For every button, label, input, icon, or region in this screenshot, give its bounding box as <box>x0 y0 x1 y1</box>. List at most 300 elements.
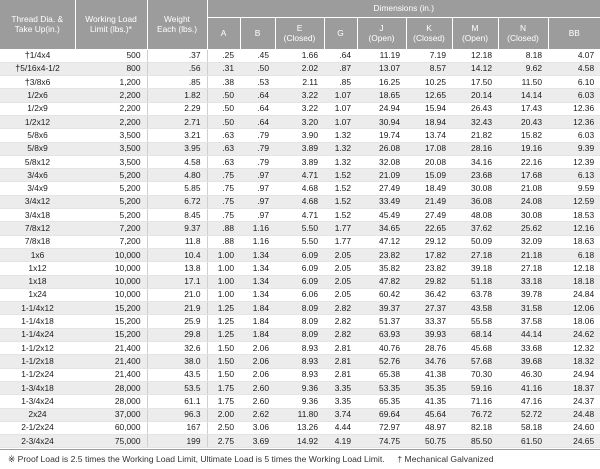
thread-size-cell <box>0 435 75 448</box>
dim-header-j <box>357 17 406 49</box>
dimensions-header: Dimensions (in.) <box>207 0 600 17</box>
dim-cell-j: 18.65 <box>357 89 406 102</box>
thread-size-text: 3/8x6 <box>29 76 51 87</box>
dim-cell-bb: 24.84 <box>548 288 600 301</box>
dim-cell-k: 33.37 <box>406 315 452 328</box>
dim-cell-j: 16.25 <box>357 76 406 89</box>
dim-header-m <box>452 17 498 49</box>
footnote <box>0 449 600 469</box>
dim-cell-a: 2.50 <box>207 421 240 434</box>
dim-letter: K <box>426 23 432 33</box>
dim-cell-e: 8.93 <box>275 342 324 355</box>
thread-size-cell <box>0 288 75 301</box>
dim-cell-g: 4.19 <box>324 435 357 448</box>
table-row <box>0 169 600 182</box>
dim-header-bb <box>548 17 600 49</box>
dim-cell-m: 27.18 <box>452 248 498 261</box>
weight-cell: 17.1 <box>147 275 207 288</box>
dim-cell-m: 45.68 <box>452 342 498 355</box>
dim-cell-bb: 24.62 <box>548 328 600 341</box>
dim-cell-k: 15.09 <box>406 169 452 182</box>
dim-cell-a: 1.00 <box>207 275 240 288</box>
weight-cell: 167 <box>147 421 207 434</box>
thread-size-cell <box>0 129 75 142</box>
thread-size-text: 1-1/2x24 <box>21 369 54 380</box>
weight-cell: 25.9 <box>147 315 207 328</box>
dim-cell-g: 3.74 <box>324 408 357 421</box>
dim-cell-e: 8.09 <box>275 302 324 315</box>
dim-cell-j: 23.82 <box>357 248 406 261</box>
galvanized-dagger-icon: † <box>15 63 21 74</box>
wll-cell: 10,000 <box>75 248 147 261</box>
dim-cell-a: .63 <box>207 129 240 142</box>
dim-cell-a: .75 <box>207 195 240 208</box>
dim-cell-bb: 6.18 <box>548 248 600 261</box>
thread-size-cell <box>0 76 75 89</box>
dim-cell-bb: 24.37 <box>548 395 600 408</box>
dim-cell-m: 14.12 <box>452 62 498 75</box>
dim-cell-g: 2.05 <box>324 275 357 288</box>
dim-cell-j: 51.37 <box>357 315 406 328</box>
table-row <box>0 315 600 328</box>
dim-cell-e: 6.09 <box>275 275 324 288</box>
dim-cell-g: 2.05 <box>324 262 357 275</box>
thread-size-text: 3/4x18 <box>24 209 51 220</box>
dim-cell-n: 9.62 <box>498 62 548 75</box>
dim-cell-b: 1.84 <box>240 302 275 315</box>
thread-size-text: 1-3/4x24 <box>21 395 54 406</box>
dim-cell-k: 17.82 <box>406 248 452 261</box>
thread-size-text: 1-1/2x18 <box>21 355 54 366</box>
dim-cell-k: 17.08 <box>406 142 452 155</box>
table-row <box>0 49 600 62</box>
thread-size-text: 2-1/2x24 <box>21 422 54 433</box>
weight-header: Weight Each (lbs.) <box>147 0 207 49</box>
thread-size-cell <box>0 209 75 222</box>
dim-cell-a: 1.00 <box>207 262 240 275</box>
wll-cell: 2,200 <box>75 102 147 115</box>
dim-cell-a: .50 <box>207 102 240 115</box>
dim-cell-m: 21.82 <box>452 129 498 142</box>
dim-cell-bb: 12.36 <box>548 115 600 128</box>
dim-cell-b: 1.34 <box>240 275 275 288</box>
dim-cell-bb: 18.18 <box>548 275 600 288</box>
dim-cell-g: 1.77 <box>324 235 357 248</box>
table-row <box>0 235 600 248</box>
weight-cell: 5.85 <box>147 182 207 195</box>
table-row <box>0 89 600 102</box>
dim-cell-g: 3.35 <box>324 381 357 394</box>
dim-cell-a: .75 <box>207 169 240 182</box>
dim-cell-k: 8.57 <box>406 62 452 75</box>
dim-cell-a: .88 <box>207 222 240 235</box>
dim-cell-e: 13.26 <box>275 421 324 434</box>
dim-cell-e: 9.36 <box>275 381 324 394</box>
dim-cell-a: 1.25 <box>207 315 240 328</box>
dim-cell-b: 2.06 <box>240 368 275 381</box>
dim-cell-a: 1.50 <box>207 368 240 381</box>
dim-cell-j: 47.12 <box>357 235 406 248</box>
dim-cell-b: 1.84 <box>240 328 275 341</box>
dim-cell-n: 17.68 <box>498 169 548 182</box>
thread-size-text: 1-1/4x18 <box>21 316 54 327</box>
wll-cell: 15,200 <box>75 315 147 328</box>
dim-cell-g: 3.35 <box>324 395 357 408</box>
dim-cell-a: .75 <box>207 209 240 222</box>
dim-cell-m: 28.16 <box>452 142 498 155</box>
thread-size-text: 1x12 <box>28 262 47 273</box>
dim-cell-k: 18.49 <box>406 182 452 195</box>
wll-cell: 21,400 <box>75 342 147 355</box>
dim-cell-j: 19.74 <box>357 129 406 142</box>
table-row <box>0 155 600 168</box>
dim-cell-m: 26.43 <box>452 102 498 115</box>
dim-cell-n: 30.08 <box>498 209 548 222</box>
thread-size-cell <box>0 275 75 288</box>
dim-cell-j: 30.94 <box>357 115 406 128</box>
weight-cell: 53.5 <box>147 381 207 394</box>
dim-cell-bb: 6.03 <box>548 89 600 102</box>
dim-cell-m: 30.08 <box>452 182 498 195</box>
dim-cell-m: 55.58 <box>452 315 498 328</box>
dim-cell-b: .97 <box>240 182 275 195</box>
wll-cell: 2,200 <box>75 89 147 102</box>
weight-cell: .37 <box>147 49 207 62</box>
thread-size-text: 5/8x12 <box>24 156 51 167</box>
dim-cell-a: 1.00 <box>207 288 240 301</box>
dim-cell-n: 27.18 <box>498 262 548 275</box>
thread-size-cell <box>0 342 75 355</box>
dim-header-e <box>275 17 324 49</box>
dim-cell-bb: 12.16 <box>548 222 600 235</box>
table-row <box>0 115 600 128</box>
wll-cell: 60,000 <box>75 421 147 434</box>
dim-cell-b: 2.06 <box>240 342 275 355</box>
dim-cell-k: 45.64 <box>406 408 452 421</box>
dim-qualifier: (Closed) <box>413 33 445 43</box>
dim-cell-bb: 24.48 <box>548 408 600 421</box>
dim-cell-e: 5.50 <box>275 235 324 248</box>
dim-cell-e: 6.09 <box>275 262 324 275</box>
dim-cell-bb: 18.37 <box>548 381 600 394</box>
thread-size-text: 7/8x12 <box>24 223 51 233</box>
dim-cell-a: 1.75 <box>207 381 240 394</box>
dim-cell-n: 14.14 <box>498 89 548 102</box>
thread-size-text: 1x24 <box>28 289 47 300</box>
thread-size-text: 5/8x6 <box>27 129 48 140</box>
wll-cell: 75,000 <box>75 435 147 448</box>
dim-cell-bb: 24.65 <box>548 435 600 448</box>
dim-cell-g: 2.81 <box>324 368 357 381</box>
thread-size-text: 1x18 <box>28 276 47 287</box>
dim-cell-n: 58.18 <box>498 421 548 434</box>
table-row <box>0 381 600 394</box>
dim-cell-m: 17.50 <box>452 76 498 89</box>
thread-size-cell <box>0 89 75 102</box>
dim-cell-e: 3.89 <box>275 155 324 168</box>
thread-size-cell <box>0 222 75 235</box>
dim-cell-b: 3.69 <box>240 435 275 448</box>
dim-cell-e: 4.71 <box>275 209 324 222</box>
dim-cell-e: 6.06 <box>275 288 324 301</box>
dim-header-a <box>207 17 240 49</box>
dim-cell-e: 4.68 <box>275 195 324 208</box>
thread-size-cell <box>0 62 75 75</box>
weight-cell: .56 <box>147 62 207 75</box>
dim-cell-j: 65.38 <box>357 368 406 381</box>
dim-cell-n: 17.43 <box>498 102 548 115</box>
dim-cell-k: 35.35 <box>406 381 452 394</box>
dim-cell-m: 76.72 <box>452 408 498 421</box>
wll-cell: 5,200 <box>75 195 147 208</box>
dim-cell-g: 2.81 <box>324 342 357 355</box>
dim-letter: BB <box>568 28 580 38</box>
dim-cell-g: 2.05 <box>324 288 357 301</box>
weight-cell: 2.71 <box>147 115 207 128</box>
dim-qualifier: (Open) <box>461 33 489 43</box>
dim-cell-a: .31 <box>207 62 240 75</box>
dim-cell-g: 4.44 <box>324 421 357 434</box>
dim-letter: M <box>471 23 479 33</box>
dim-cell-n: 25.62 <box>498 222 548 235</box>
dim-cell-a: .75 <box>207 182 240 195</box>
dim-cell-m: 50.09 <box>452 235 498 248</box>
wll-cell: 15,200 <box>75 328 147 341</box>
dim-cell-m: 34.16 <box>452 155 498 168</box>
dim-cell-k: 29.12 <box>406 235 452 248</box>
weight-cell: 2.29 <box>147 102 207 115</box>
dim-cell-bb: 12.06 <box>548 302 600 315</box>
dim-cell-b: 2.60 <box>240 395 275 408</box>
dim-qualifier: (Open) <box>368 33 395 43</box>
dim-cell-b: .45 <box>240 49 275 62</box>
dim-cell-j: 11.19 <box>357 49 406 62</box>
dim-cell-m: 59.16 <box>452 381 498 394</box>
thread-size-cell <box>0 381 75 394</box>
thread-size-cell <box>0 195 75 208</box>
thread-size-text: 3/4x12 <box>24 196 51 207</box>
dim-cell-e: 5.50 <box>275 222 324 235</box>
wll-cell: 28,000 <box>75 381 147 394</box>
dim-cell-g: .85 <box>324 76 357 89</box>
dim-cell-b: .50 <box>240 62 275 75</box>
dim-cell-a: .50 <box>207 115 240 128</box>
table-row <box>0 76 600 89</box>
thread-size-cell <box>0 49 75 62</box>
dim-cell-n: 33.18 <box>498 275 548 288</box>
dim-cell-j: 63.93 <box>357 328 406 341</box>
dim-cell-e: 4.71 <box>275 169 324 182</box>
dim-cell-k: 21.49 <box>406 195 452 208</box>
dim-cell-a: .38 <box>207 76 240 89</box>
dim-letter: B <box>254 28 261 38</box>
table-row <box>0 222 600 235</box>
dim-cell-g: 1.77 <box>324 222 357 235</box>
dim-cell-n: 21.08 <box>498 182 548 195</box>
thread-size-text: 1/2x12 <box>24 116 51 127</box>
dim-cell-bb: 18.63 <box>548 235 600 248</box>
wll-cell: 15,200 <box>75 302 147 315</box>
dim-letter: A <box>220 28 227 38</box>
table-row <box>0 195 600 208</box>
dim-cell-a: 2.75 <box>207 435 240 448</box>
dim-cell-n: 39.68 <box>498 355 548 368</box>
dim-cell-a: 1.25 <box>207 328 240 341</box>
dim-cell-j: 34.65 <box>357 222 406 235</box>
galvanized-note: † Mechanical Galvanized <box>397 454 494 464</box>
dim-header-b <box>240 17 275 49</box>
dim-cell-m: 48.08 <box>452 209 498 222</box>
dim-letter: N <box>519 23 527 33</box>
dim-cell-k: 36.42 <box>406 288 452 301</box>
weight-cell: 6.72 <box>147 195 207 208</box>
thread-size-cell <box>0 315 75 328</box>
dim-cell-bb: 4.58 <box>548 62 600 75</box>
weight-cell: 21.0 <box>147 288 207 301</box>
dim-cell-bb: 24.60 <box>548 421 600 434</box>
dim-cell-m: 85.50 <box>452 435 498 448</box>
weight-cell: 10.4 <box>147 248 207 261</box>
dim-cell-b: 1.84 <box>240 315 275 328</box>
dim-cell-b: 2.06 <box>240 355 275 368</box>
dim-cell-b: .97 <box>240 195 275 208</box>
thread-size-cell <box>0 182 75 195</box>
table-row <box>0 368 600 381</box>
thread-size-text: 1/4x4 <box>29 50 51 61</box>
dim-cell-j: 35.82 <box>357 262 406 275</box>
dim-cell-b: 1.34 <box>240 288 275 301</box>
dim-cell-n: 22.16 <box>498 155 548 168</box>
table-row <box>0 408 600 421</box>
dim-cell-b: 3.06 <box>240 421 275 434</box>
dim-cell-e: 3.90 <box>275 129 324 142</box>
dim-cell-e: 2.11 <box>275 76 324 89</box>
dim-cell-j: 52.76 <box>357 355 406 368</box>
dim-cell-j: 39.37 <box>357 302 406 315</box>
dim-cell-e: 3.22 <box>275 102 324 115</box>
wll-cell: 37,000 <box>75 408 147 421</box>
dim-cell-k: 28.76 <box>406 342 452 355</box>
dim-cell-k: 15.94 <box>406 102 452 115</box>
weight-cell: 21.9 <box>147 302 207 315</box>
dim-cell-j: 33.49 <box>357 195 406 208</box>
weight-cell: 13.8 <box>147 262 207 275</box>
dim-cell-n: 39.78 <box>498 288 548 301</box>
dim-cell-n: 19.16 <box>498 142 548 155</box>
wll-cell: 7,200 <box>75 222 147 235</box>
wll-cell: 800 <box>75 62 147 75</box>
table-row <box>0 209 600 222</box>
dim-cell-a: 2.00 <box>207 408 240 421</box>
wll-cell: 10,000 <box>75 288 147 301</box>
weight-cell: 3.95 <box>147 142 207 155</box>
dim-cell-bb: 12.18 <box>548 262 600 275</box>
dim-cell-a: 1.00 <box>207 248 240 261</box>
dim-cell-m: 68.14 <box>452 328 498 341</box>
weight-cell: 4.58 <box>147 155 207 168</box>
dim-cell-j: 24.94 <box>357 102 406 115</box>
dim-cell-m: 71.16 <box>452 395 498 408</box>
dim-cell-e: 2.02 <box>275 62 324 75</box>
thread-size-cell <box>0 155 75 168</box>
dim-cell-e: 3.22 <box>275 89 324 102</box>
dim-cell-e: 6.09 <box>275 248 324 261</box>
thread-size-text: 5/16x4-1/2 <box>20 63 60 74</box>
dim-header-n <box>498 17 548 49</box>
dim-cell-n: 41.16 <box>498 381 548 394</box>
weight-cell: 38.0 <box>147 355 207 368</box>
dim-cell-g: 2.82 <box>324 328 357 341</box>
wll-cell: 3,500 <box>75 142 147 155</box>
dim-cell-m: 63.78 <box>452 288 498 301</box>
table-row <box>0 182 600 195</box>
weight-cell: 4.80 <box>147 169 207 182</box>
table-row <box>0 342 600 355</box>
dim-cell-bb: 9.39 <box>548 142 600 155</box>
dim-cell-m: 36.08 <box>452 195 498 208</box>
dim-cell-g: 2.81 <box>324 355 357 368</box>
dim-cell-n: 24.08 <box>498 195 548 208</box>
dim-cell-b: 1.34 <box>240 262 275 275</box>
dim-cell-e: 3.20 <box>275 115 324 128</box>
thread-size-cell <box>0 262 75 275</box>
dim-cell-n: 11.50 <box>498 76 548 89</box>
dim-cell-j: 69.64 <box>357 408 406 421</box>
thread-size-cell <box>0 142 75 155</box>
dim-cell-a: .63 <box>207 155 240 168</box>
dim-letter: J <box>379 23 384 33</box>
thread-size-text: 3/4x9 <box>27 183 48 194</box>
dim-cell-g: 1.52 <box>324 182 357 195</box>
dim-letter: E <box>296 23 303 33</box>
dim-cell-g: 1.07 <box>324 102 357 115</box>
dim-cell-g: 1.32 <box>324 129 357 142</box>
dim-cell-m: 57.68 <box>452 355 498 368</box>
dim-cell-b: .64 <box>240 115 275 128</box>
dim-cell-g: 1.52 <box>324 209 357 222</box>
dim-cell-k: 7.19 <box>406 49 452 62</box>
weight-cell: 11.8 <box>147 235 207 248</box>
thread-size-cell <box>0 355 75 368</box>
thread-size-cell <box>0 102 75 115</box>
dim-cell-bb: 6.13 <box>548 169 600 182</box>
weight-cell: 29.8 <box>147 328 207 341</box>
dim-cell-a: .88 <box>207 235 240 248</box>
dim-cell-n: 8.18 <box>498 49 548 62</box>
dim-cell-e: 8.93 <box>275 355 324 368</box>
dim-cell-m: 82.18 <box>452 421 498 434</box>
dim-cell-k: 23.82 <box>406 262 452 275</box>
dim-cell-k: 20.08 <box>406 155 452 168</box>
weight-cell: 199 <box>147 435 207 448</box>
dim-cell-k: 27.37 <box>406 302 452 315</box>
dim-cell-n: 31.58 <box>498 302 548 315</box>
thread-size-cell <box>0 368 75 381</box>
dim-cell-e: 1.66 <box>275 49 324 62</box>
dim-cell-k: 29.82 <box>406 275 452 288</box>
thread-size-cell <box>0 169 75 182</box>
dim-cell-e: 8.09 <box>275 328 324 341</box>
table-row <box>0 395 600 408</box>
dim-header-g <box>324 17 357 49</box>
dim-cell-j: 26.08 <box>357 142 406 155</box>
dim-cell-b: .97 <box>240 169 275 182</box>
thread-size-text: 2-3/4x24 <box>21 435 54 446</box>
dim-cell-n: 15.82 <box>498 129 548 142</box>
dim-cell-n: 20.43 <box>498 115 548 128</box>
dim-cell-n: 52.72 <box>498 408 548 421</box>
wll-cell: 10,000 <box>75 275 147 288</box>
